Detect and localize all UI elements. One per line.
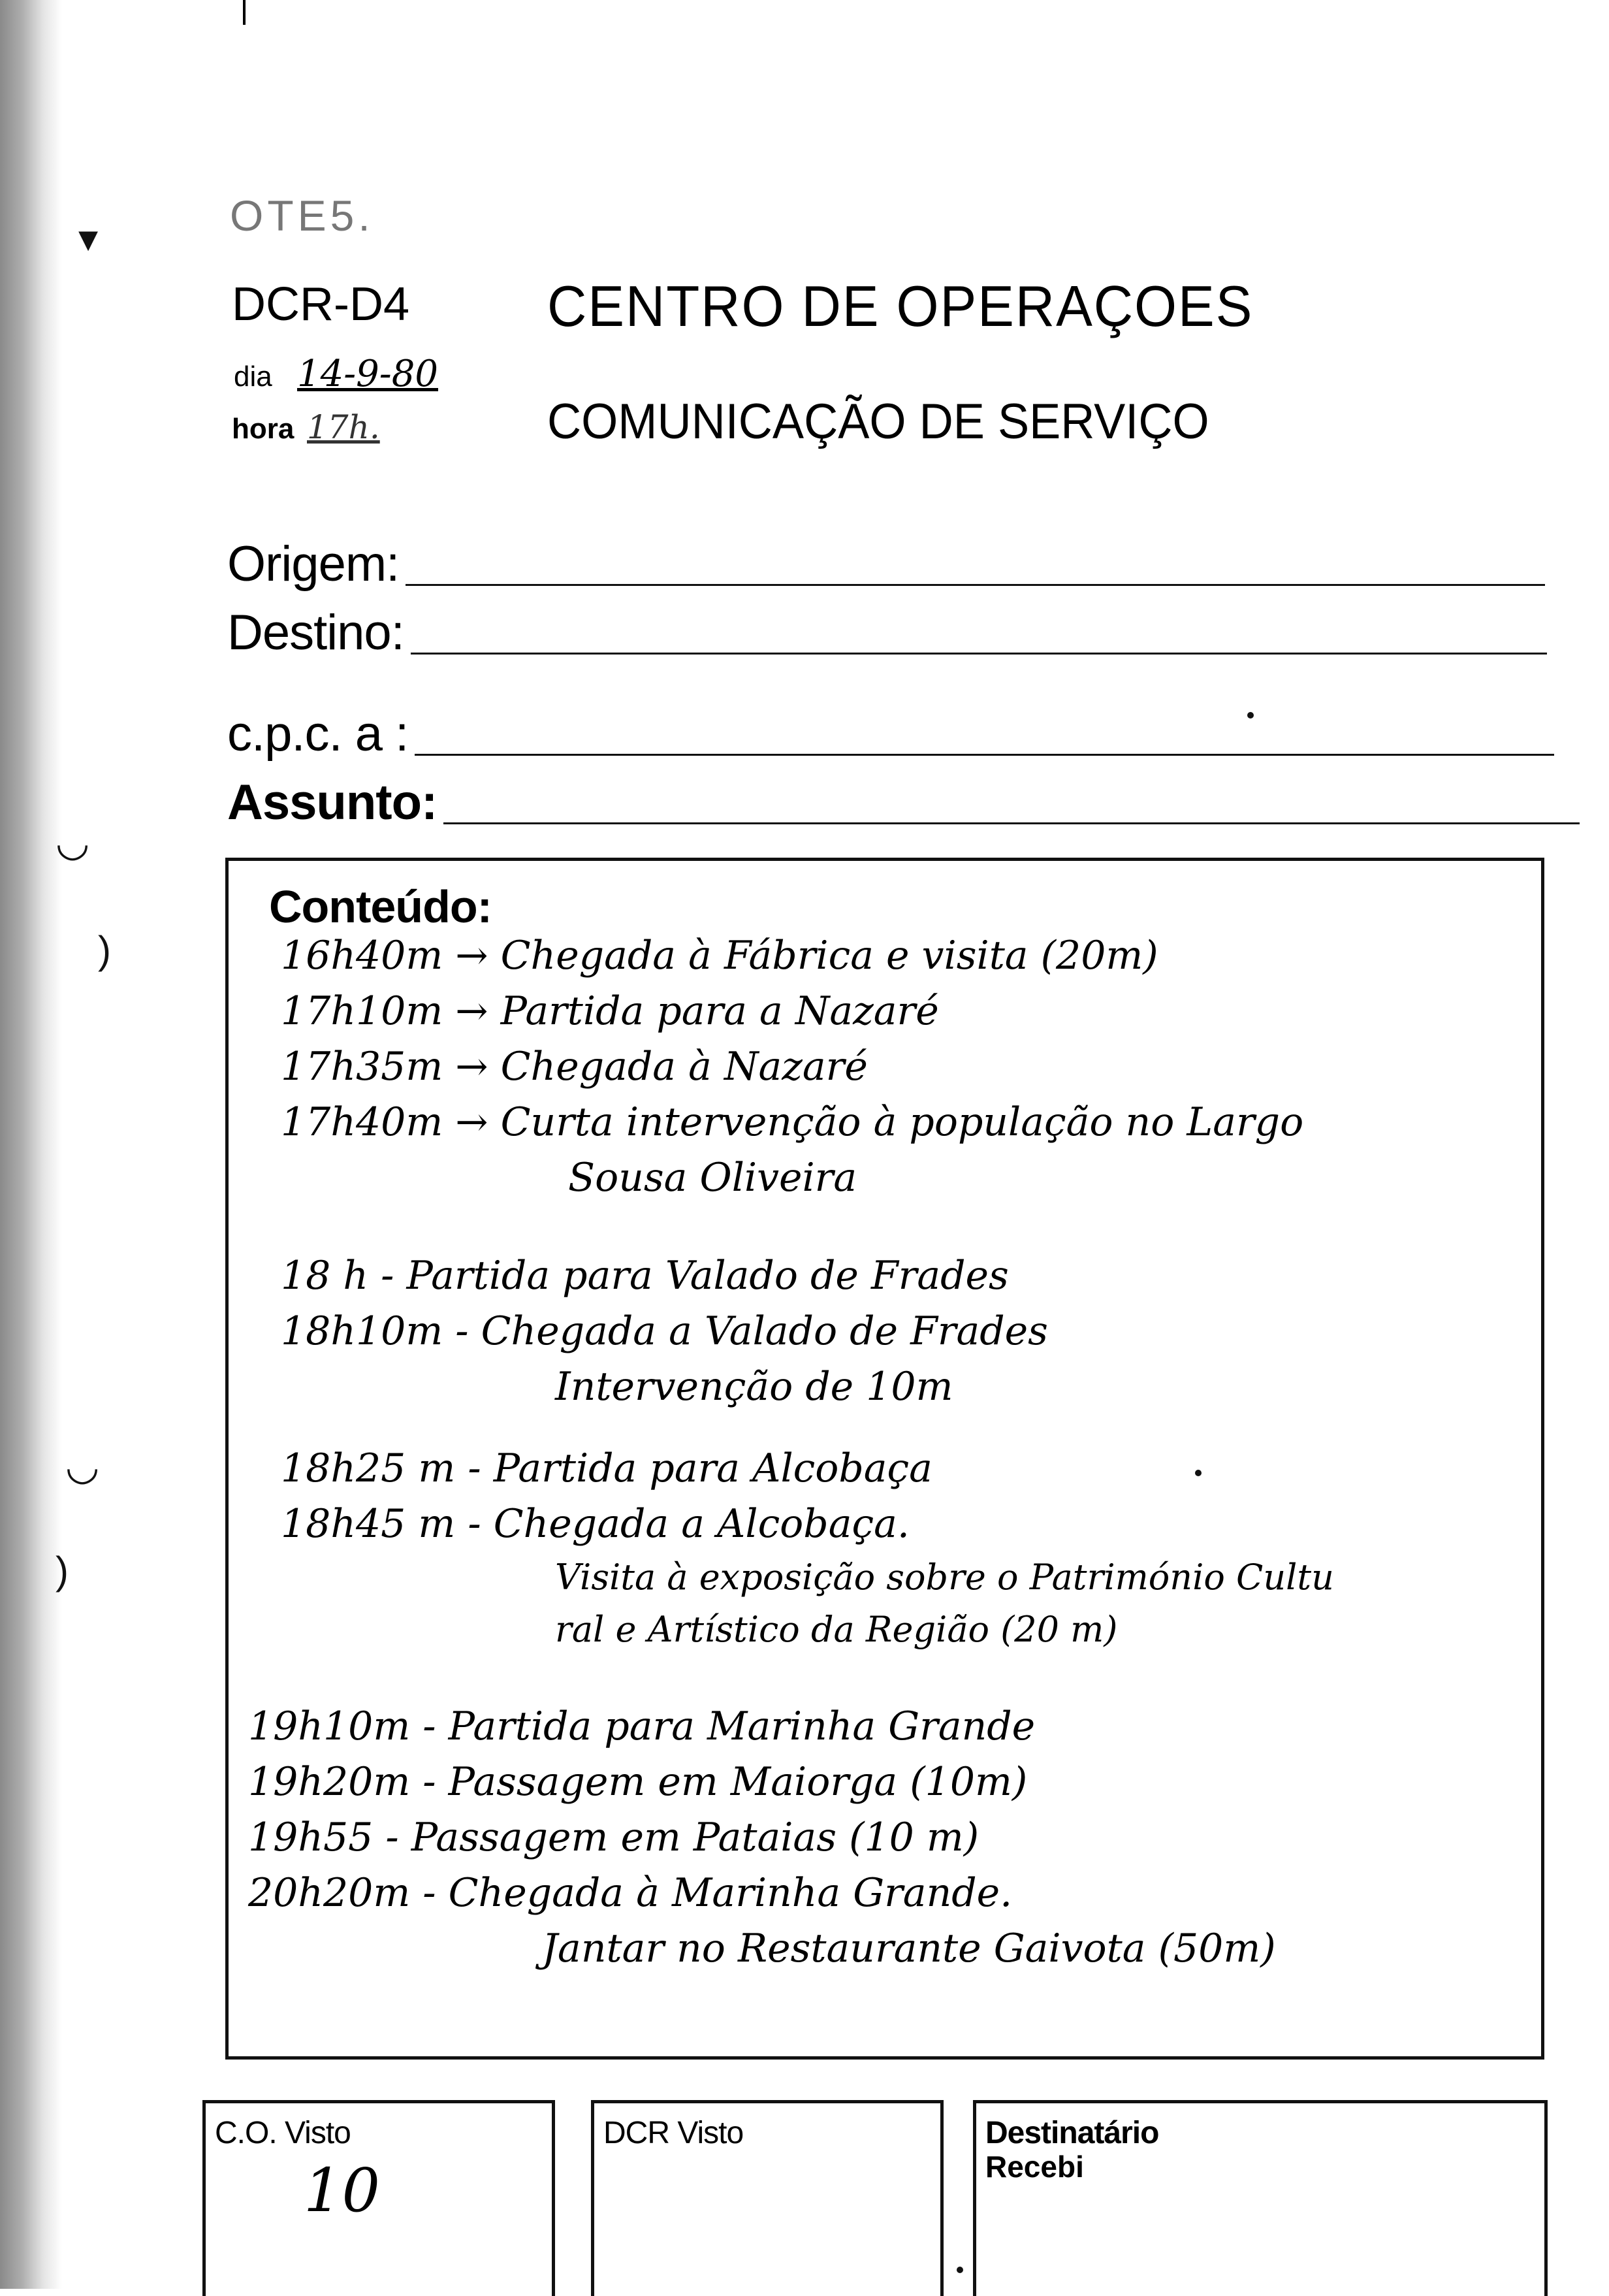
destino-label: Destino:: [227, 605, 404, 660]
content-line: 18h25 m - Partida para Alcobaça: [281, 1446, 932, 1491]
origem-field: [227, 536, 1545, 592]
content-box: [225, 858, 1544, 2060]
page-subtitle: COMUNICAÇÃO DE SERVIÇO: [547, 394, 1209, 449]
content-line: 19h20m - Passagem em Maiorga (10m): [248, 1759, 1028, 1805]
scan-speck: [957, 2267, 963, 2273]
margin-punch-mark: ◡: [65, 1444, 100, 1488]
content-line: 16h40m → Chegada à Fábrica e visita (20m): [281, 933, 1158, 978]
form-code: DCR-D4: [232, 278, 410, 331]
content-line: 18h10m - Chegada a Valado de Frades: [281, 1308, 1048, 1354]
dia-value: 14-9-80: [297, 353, 438, 395]
content-line: ral e Artístico da Região (20 m): [555, 1609, 1118, 1650]
destino-line: [411, 650, 1547, 655]
assunto-label: Assunto:: [227, 775, 438, 830]
margin-punch-mark: ◡: [56, 820, 90, 864]
content-line: 20h20m - Chegada à Marinha Grande.: [248, 1870, 1013, 1916]
content-line: 17h10m → Partida para a Nazaré: [281, 988, 939, 1034]
margin-punch-mark: ): [56, 1549, 69, 1593]
content-line: 17h35m → Chegada à Nazaré: [281, 1044, 868, 1090]
dcr-visto-box: [591, 2100, 944, 2296]
content-label: Conteúdo:: [269, 881, 492, 932]
page-title: CENTRO DE OPERAÇOES: [547, 274, 1254, 338]
faded-code: OTE5.: [230, 191, 374, 240]
content-line: 19h55 - Passagem em Pataias (10 m): [248, 1815, 980, 1860]
content-line: Visita à exposição sobre o Património Cultu: [555, 1557, 1334, 1598]
content-line: 17h40m → Curta intervenção à população no Largo: [281, 1099, 1304, 1145]
recebi-label: Recebi: [985, 2150, 1084, 2184]
destinatario-label: Destinatário: [985, 2116, 1159, 2150]
assunto-field: [227, 774, 1580, 831]
destinatario-box: [973, 2100, 1548, 2296]
content-line: Jantar no Restaurante Gaivota (50m): [542, 1926, 1276, 1971]
destino-field: [227, 604, 1547, 661]
content-line: 18 h - Partida para Valado de Frades: [281, 1253, 1009, 1299]
content-line: Sousa Oliveira: [568, 1155, 857, 1201]
dcr-visto-label: DCR Visto: [603, 2116, 744, 2150]
co-visto-box: [202, 2100, 555, 2296]
margin-tick-mark: ▾: [78, 216, 99, 260]
origem-line: [406, 581, 1545, 586]
cpc-line: [415, 751, 1554, 756]
co-visto-mark: 10: [304, 2156, 381, 2225]
content-line: 18h45 m - Chegada a Alcobaça.: [281, 1501, 910, 1547]
top-tick-mark: [243, 0, 246, 25]
content-line: Intervenção de 10m: [555, 1364, 953, 1410]
dia-label: dia: [234, 361, 272, 393]
hora-label: hora: [232, 413, 295, 445]
cpc-field: [227, 705, 1554, 762]
assunto-line: [443, 820, 1580, 824]
origem-label: Origem:: [227, 536, 400, 592]
co-visto-label: C.O. Visto: [215, 2116, 351, 2150]
hora-value: 17h.: [307, 408, 380, 446]
margin-punch-mark: ): [98, 928, 111, 972]
scan-shadow-edge: [0, 0, 62, 2289]
content-line: 19h10m - Partida para Marinha Grande: [248, 1704, 1036, 1749]
cpc-label: c.p.c. a :: [227, 706, 409, 762]
